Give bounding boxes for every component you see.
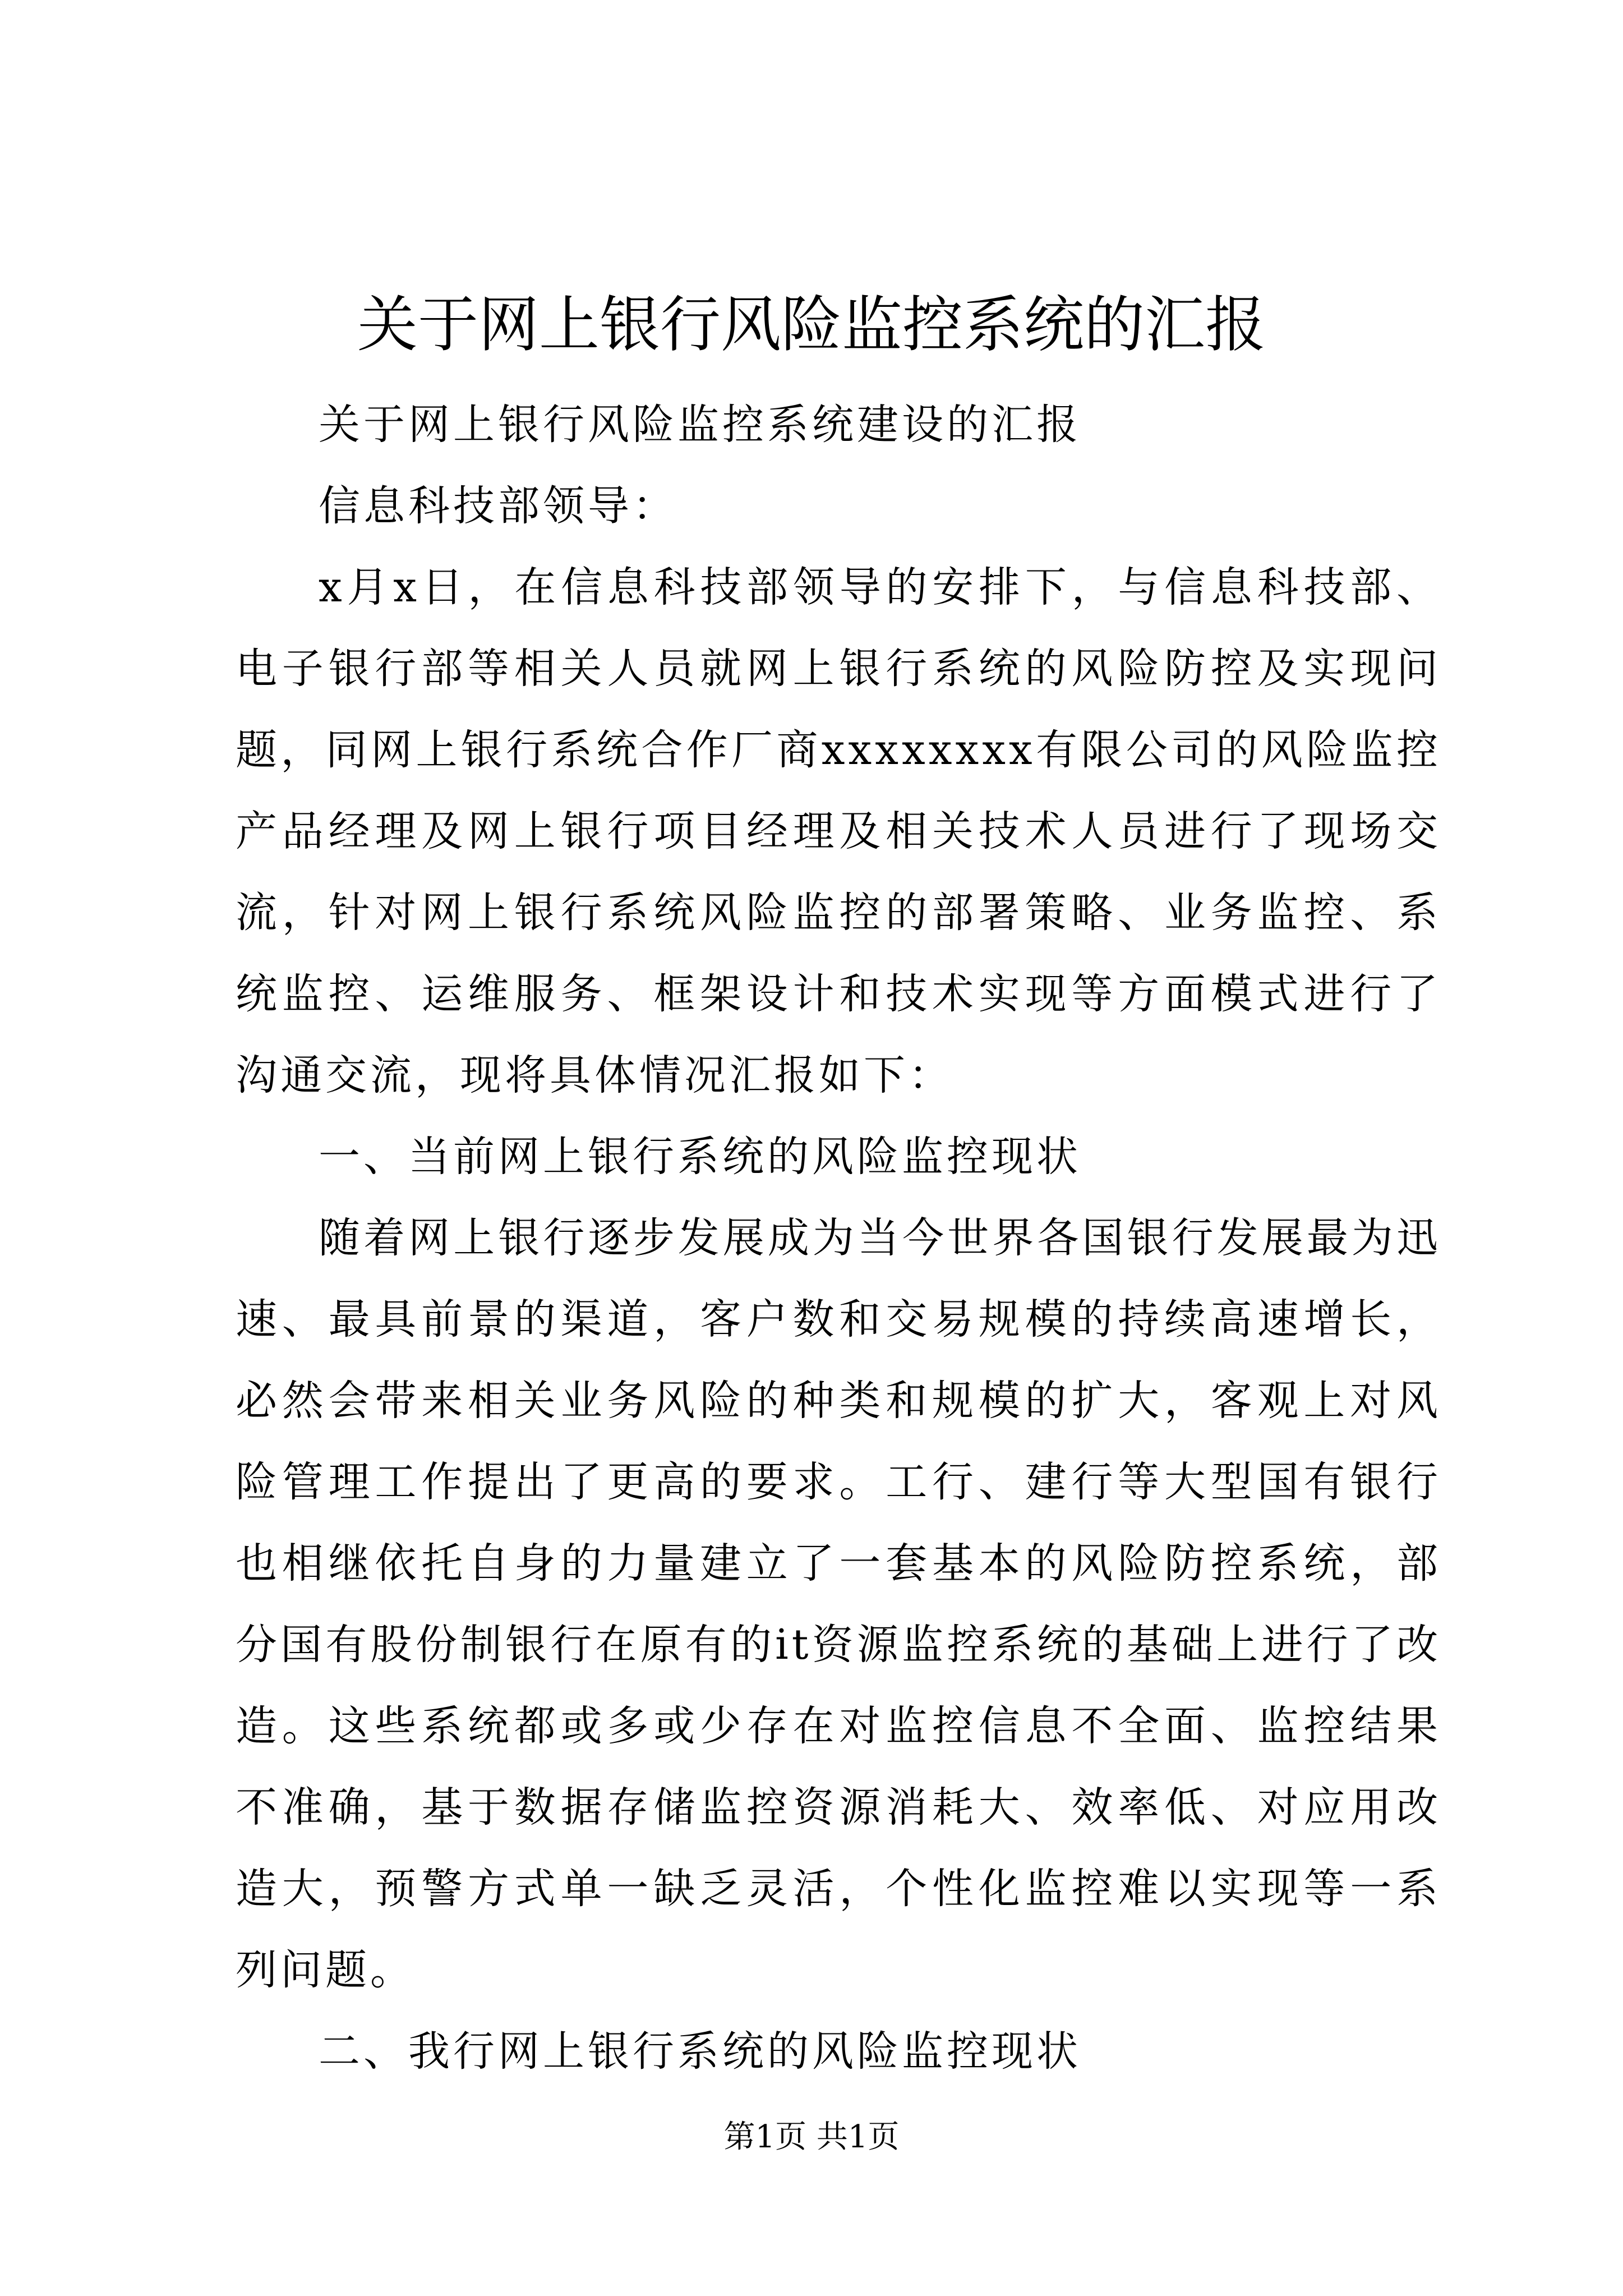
document-title: 关于网上银行风险监控系统的汇报: [357, 290, 1266, 360]
salutation-paragraph: 信息科技部领导：: [319, 482, 677, 530]
page-footer: 第1页 共1页: [723, 2119, 900, 2155]
document-body: [236, 384, 1441, 2092]
intro-paragraph: x月x日，在信息科技部领导的安排下，与信息科技部、电子银行部等相关人员就网上银行系统的风险防控及实现问题，同网上银行系统合作厂商xxxxxxxx有限公司的风险监控产品经理及网上银行项目经理及相关技术人员进行了现场交流，针对网上银行系统风险监控的部署策略、业务监控、系统监控、运维服务、框架设计和技术实现等方面模式进行了沟通交流，现将具体情况汇报如下：: [236, 563, 1441, 1099]
section-heading-2: 二、我行网上银行系统的风险监控现状: [319, 2027, 1081, 2076]
subtitle-paragraph: 关于网上银行风险监控系统建设的汇报: [319, 401, 1081, 449]
section-paragraph-1: 随着网上银行逐步发展成为当今世界各国银行发展最为迅速、最具前景的渠道，客户数和交易规模的持续高速增长，必然会带来相关业务风险的种类和规模的扩大，客观上对风险管理工作提出了更高的要求。工行、建行等大型国有银行也相继依托自身的力量建立了一套基本的风险防控系统，部分国有股份制银行在原有的it资源监控系统的基础上进行了改造。这些系统都或多或少存在对监控信息不全面、监控结果不准确，基于数据存储监控资源消耗大、效率低、对应用改造大，预警方式单一缺乏灵活，个性化监控难以实现等一系列问题。: [236, 1214, 1441, 1994]
section-heading-1: 一、当前网上银行系统的风险监控现状: [319, 1133, 1081, 1181]
